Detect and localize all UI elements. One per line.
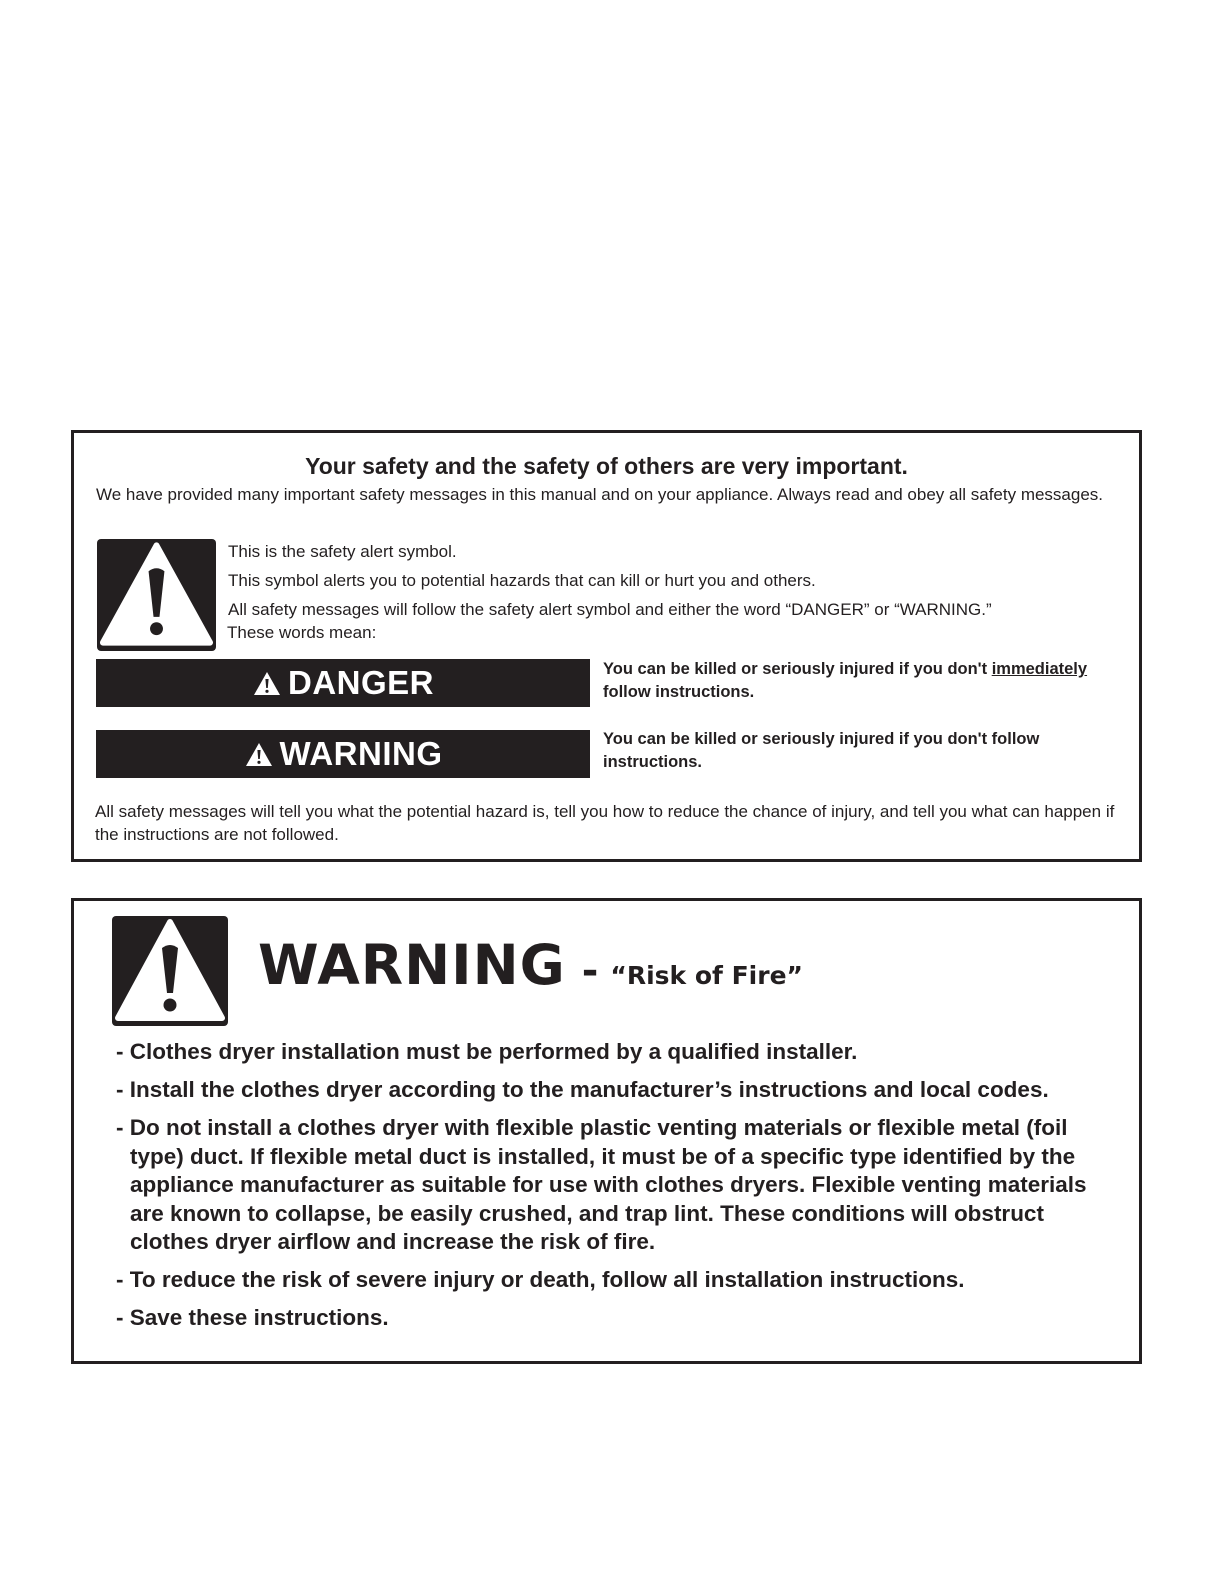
symbol-line: These words mean: [227,623,377,642]
alert-triangle-icon [112,916,228,1026]
list-item: - Clothes dryer installation must be performed by a qualified installer. [116,1039,858,1064]
danger-desc-text: You can be killed or seriously injured if you don't [603,660,992,678]
fire-warning-title [258,933,803,997]
alert-triangle-icon [252,670,282,697]
list-item: - Do not install a clothes dryer with flexible plastic venting materials or flexible metal (foil type) duct. If flexible metal duct is installed, it must be of a specific type identified by the appliance manufacturer as suitable for use with clothes dryers. Flexible venting materials are known to collapse, be easily crushed, and trap lint. These conditions will obstruct clothes dryer airflow and increase the risk of fire. [116,1115,1087,1254]
fire-warning-list [116,1038,1116,1342]
safety-intro-text: We have provided many important safety messages in this manual and on your appliance. Always read and obey all safety messages. [96,485,1104,504]
warning-signal-bar [96,730,590,778]
alert-triangle-icon [244,741,274,768]
danger-signal-bar [96,659,590,707]
list-item: - Install the clothes dryer according to the manufacturer’s instructions and local codes. [116,1077,1049,1102]
fire-warning-box [71,898,1142,1364]
symbol-line: All safety messages will follow the safety alert symbol and either the word “DANGER” or “WARNING.” [228,600,992,619]
warning-description: You can be killed or seriously injured if you don't follow instructions. [603,730,1040,771]
symbol-line: This symbol alerts you to potential hazards that can kill or hurt you and others. [228,571,816,590]
symbol-line: This is the safety alert symbol. [228,542,457,561]
risk-of-fire-subtitle: “Risk of Fire” [610,961,803,990]
safety-closing-text: All safety messages will tell you what the potential hazard is, tell you how to reduce the chance of injury, and tell you what can happen if the instructions are not followed. [95,802,1115,844]
safety-information-box [71,430,1142,862]
safety-alert-symbol-icon [97,539,216,651]
danger-desc-text-end: follow instructions. [603,683,755,701]
safety-headline: Your safety and the safety of others are very important. [305,453,908,479]
list-item: - Save these instructions. [116,1305,389,1330]
warning-word: WARNING [258,933,566,997]
list-item: - To reduce the risk of severe injury or death, follow all installation instructions. [116,1267,965,1292]
warning-label: WARNING [279,735,443,772]
danger-description [603,658,1128,704]
danger-desc-emphasis: immediately [991,660,1088,678]
danger-label: DANGER [287,664,434,701]
title-dash: - [581,948,599,994]
